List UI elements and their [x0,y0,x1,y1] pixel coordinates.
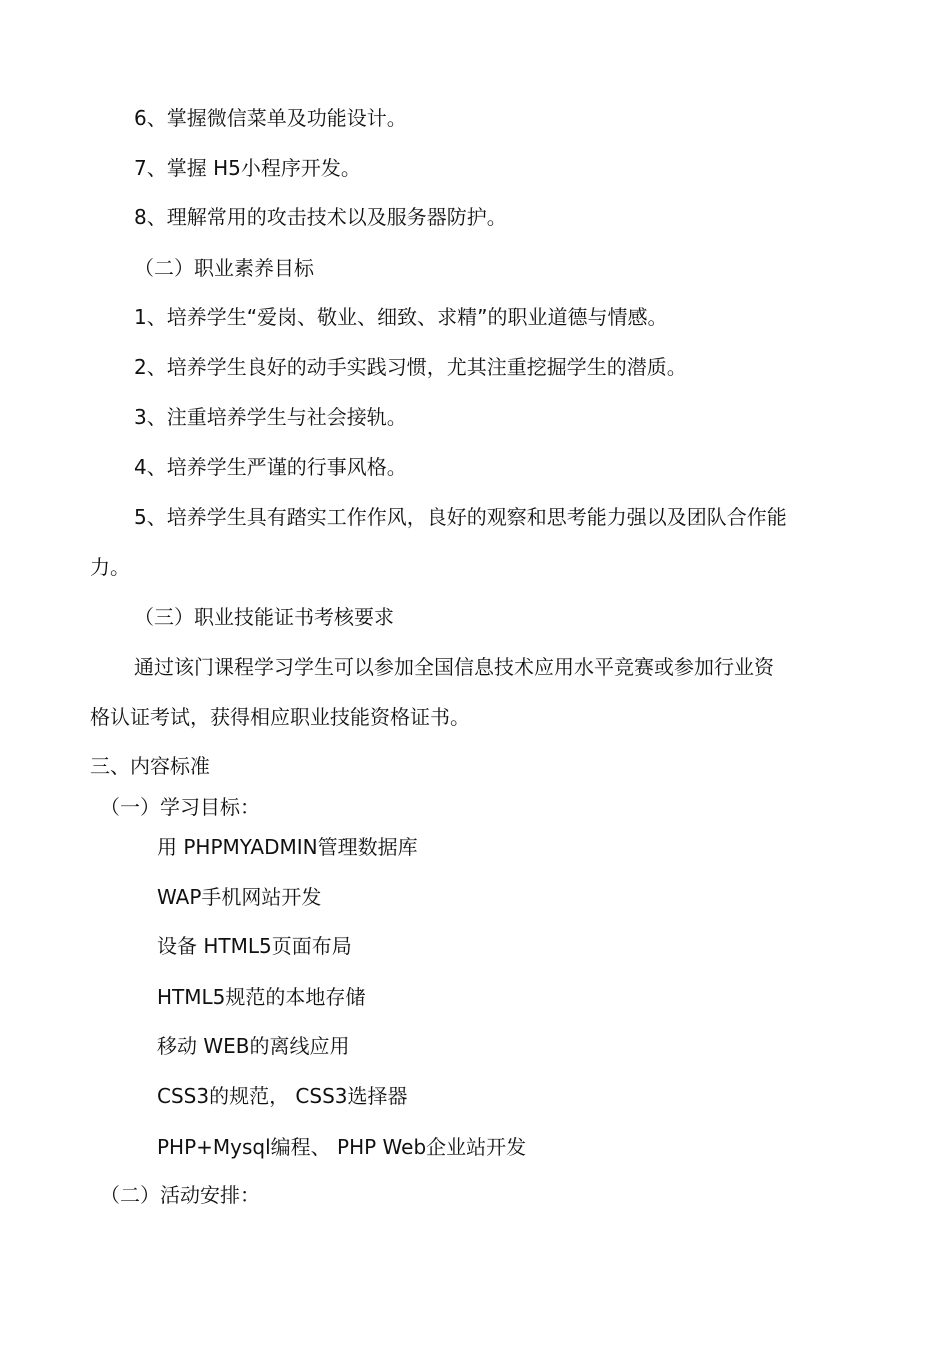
quality-5: 5、培养学生具有踏实工作作风，良好的观察和思考能力强以及团队合作能 [134,505,787,529]
quality-1: 1、培养学生“爱岗、敬业、细致、求精”的职业道德与情感。 [134,305,668,329]
objective-7: 7、掌握 H5小程序开发。 [134,156,361,180]
learning-objective-item: 设备 HTML5页面布局 [157,934,352,958]
learning-objective-item: WAP手机网站开发 [157,885,322,909]
subheading-learning-objectives: （一）学习目标： [100,795,260,819]
learning-objective-item: 用 PHPMYADMIN管理数据库 [157,835,418,859]
learning-objective-item: CSS3的规范， CSS3选择器 [157,1084,408,1108]
section-heading-content-standards: 三、内容标准 [90,754,210,778]
objective-8: 8、理解常用的攻击技术以及服务器防护。 [134,205,507,229]
learning-objective-item: PHP+Mysql编程、 PHP Web企业站开发 [157,1135,527,1159]
section-heading-certificates: （三）职业技能证书考核要求 [134,605,394,629]
learning-objective-item: 移动 WEB的离线应用 [157,1034,350,1058]
quality-3: 3、注重培养学生与社会接轨。 [134,405,407,429]
quality-4: 4、培养学生严谨的行事风格。 [134,455,407,479]
quality-5-continuation: 力。 [90,555,130,579]
section-heading-professional-qualities: （二）职业素养目标 [134,256,314,280]
certificate-paragraph-continuation: 格认证考试，获得相应职业技能资格证书。 [90,705,470,729]
certificate-paragraph: 通过该门课程学习学生可以参加全国信息技术应用水平竞赛或参加行业资 [134,655,774,679]
learning-objective-item: HTML5规范的本地存储 [157,985,366,1009]
objective-6: 6、掌握微信菜单及功能设计。 [134,106,407,130]
subheading-activity-arrangement: （二）活动安排： [100,1183,260,1207]
quality-2: 2、培养学生良好的动手实践习惯，尤其注重挖掘学生的潜质。 [134,355,687,379]
